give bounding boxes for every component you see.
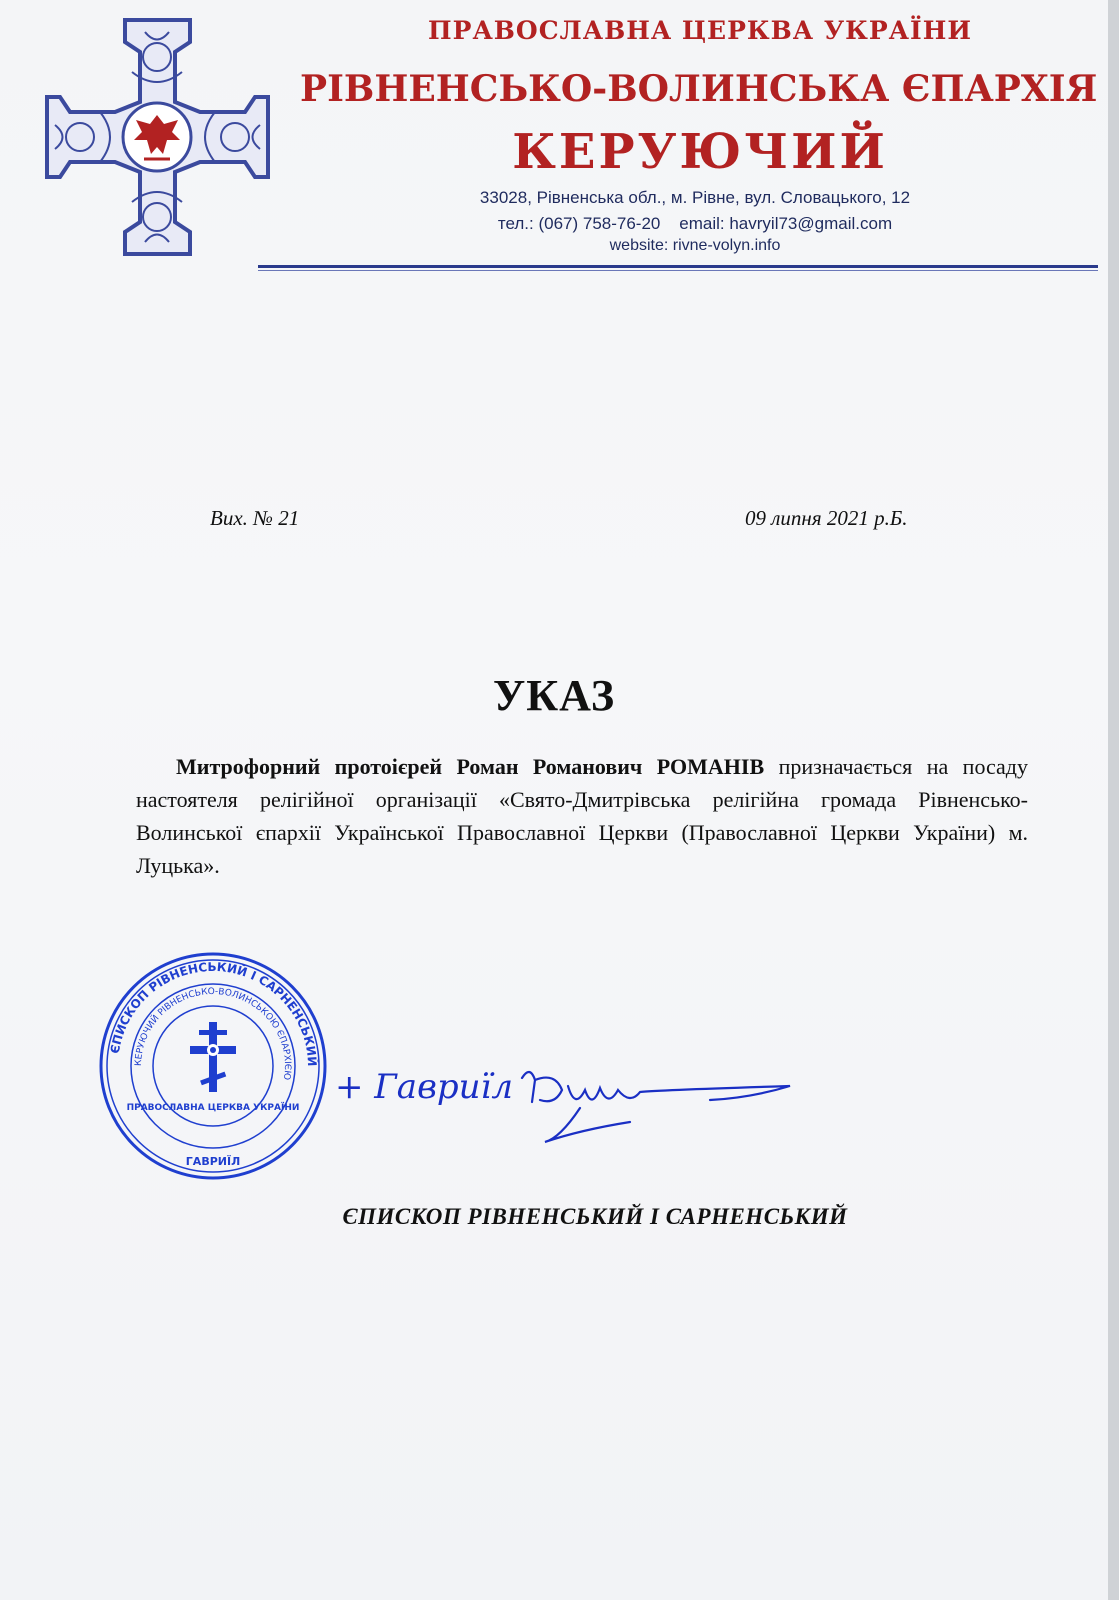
website-text: website: rivne-volyn.info: [609, 237, 781, 254]
header-divider-thin: [258, 270, 1098, 271]
appointee-name: Митрофорний протоієрей Роман Романович РОМАНІВ: [176, 754, 765, 779]
handwritten-signature: [330, 1050, 800, 1160]
signature-name: + Гавриїл: [335, 1067, 514, 1107]
eparchy-cross-emblem-icon: [40, 12, 275, 262]
contact-line: [410, 214, 980, 234]
header-divider: [258, 265, 1098, 268]
phone-text: тел.: (067) 758-76-20: [497, 214, 661, 233]
stamp-bottom-name: ГАВРИЇЛ: [185, 1155, 241, 1168]
eparchy-name-heading: РІВНЕНСЬКО-ВОЛИНСЬКА ЄПАРХІЯ: [300, 68, 1098, 110]
decree-paragraph: [136, 750, 1028, 882]
document-date: 09 липня 2021 р.Б.: [745, 506, 908, 530]
outgoing-reference: Вих. № 21: [210, 506, 300, 530]
stamp-cross-icon: [190, 1022, 236, 1092]
email-text: email: havryil73@gmail.com: [679, 214, 893, 233]
position-heading: КЕРУЮЧИЙ: [512, 124, 888, 180]
church-name-heading: ПРАВОСЛАВНА ЦЕРКВА УКРАЇНИ: [428, 16, 972, 45]
stamp-outer-text: ЄПИСКОП РІВНЕНСЬКИЙ І САРНЕНСЬКИЙ: [107, 959, 320, 1067]
signatory-title: ЄПИСКОП РІВНЕНСЬКИЙ І САРНЕНСЬКИЙ: [342, 1204, 848, 1229]
stamp-inner-text: КЕРУЮЧИЙ РІВНЕНСЬКО-ВОЛИНСЬКОЮ ЄПАРХІЄЮ: [133, 986, 293, 1081]
decree-text: призначається на посаду настоятеля релігійної організації «Свято-Дмитрівська релігійна громада Рівненсько-Волинської єпархії Української Православної Церкви (Православної Церкви України) м. Луцька».: [136, 754, 1028, 878]
official-stamp: [96, 950, 330, 1182]
decree-body: [136, 750, 1028, 882]
address-text: 33028, Рівненська обл., м. Рівне, вул. Словацького, 12: [479, 188, 911, 207]
stamp-ring-text: ПРАВОСЛАВНА ЦЕРКВА УКРАЇНИ: [126, 1103, 300, 1113]
document-title: УКАЗ: [492, 671, 616, 720]
